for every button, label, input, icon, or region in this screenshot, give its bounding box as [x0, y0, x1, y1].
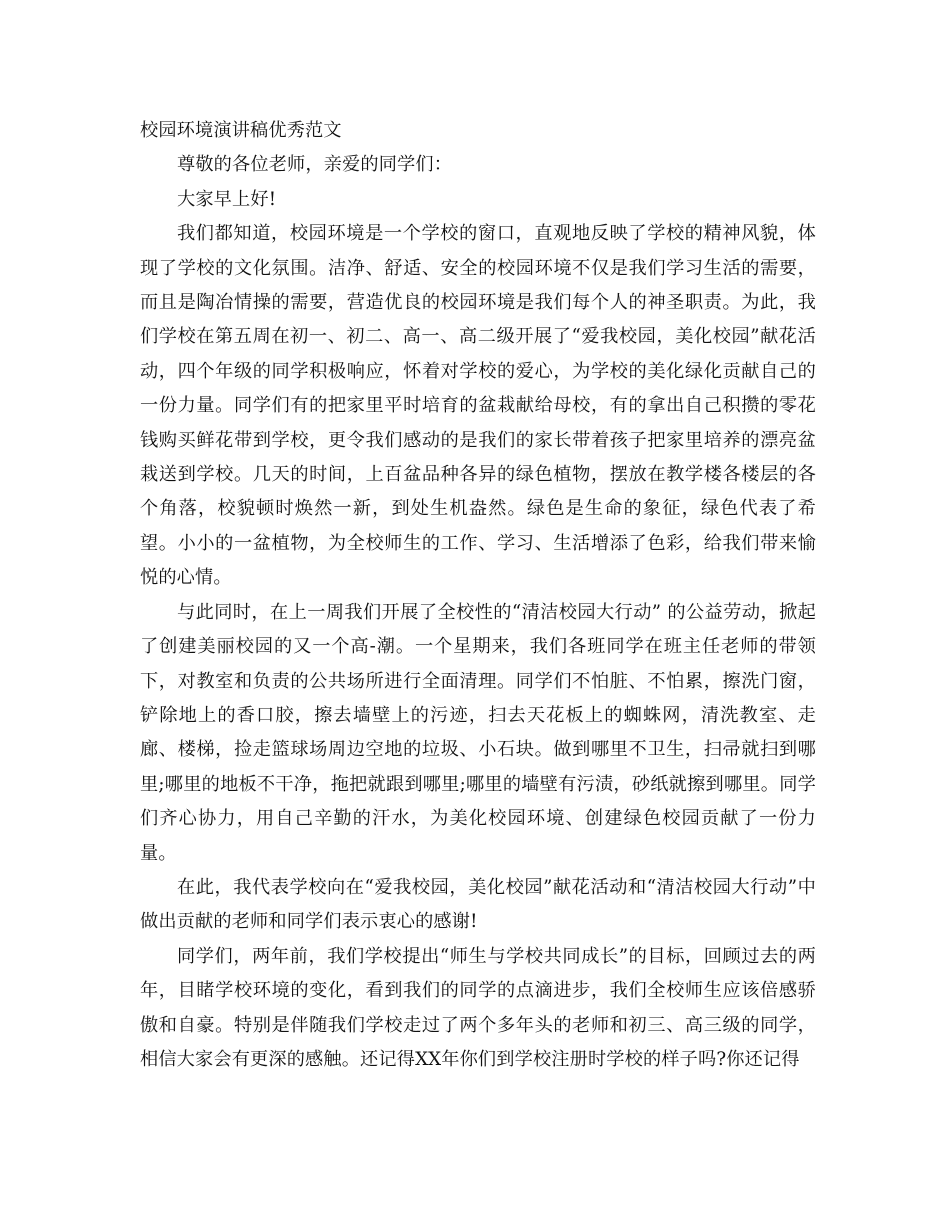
greeting-paragraph: 大家早上好!: [177, 188, 277, 210]
body-paragraph: 同学们，两年前，我们学校提出“师生与学校共同成长”的目标，回顾过去的两年，目睹学校环境的变化，看到我们的同学的点滴进步，我们全校师生应该倍感骄傲和自豪。特别是伴随我们学校走过了两个多年头的老师和初三、高三级的同学，相信大家会有更深的感触。还记得XX年你们到学校注册时学校的样子吗?你还记得: [140, 945, 816, 1070]
salutation-paragraph: 尊敬的各位老师，亲爱的同学们：: [177, 154, 453, 176]
body-paragraph: 在此，我代表学校向在“爱我校园，美化校园”献花活动和“清洁校园大行动”中做出贡献的老师和同学们表示衷心的感谢!: [140, 876, 816, 933]
document-body: [140, 114, 816, 1077]
document-title: 校园环境演讲稿优秀范文: [140, 120, 342, 141]
body-paragraph: 与此同时，在上一周我们开展了全校性的“清洁校园大行动” 的公益劳动，掀起了创建美丽校园的又一个高-潮。一个星期来，我们各班同学在班主任老师的带领下，对教室和负责的公共场所进行全面清理。同学们不怕脏、不怕累，擦洗门窗，铲除地上的香口胶，擦去墙壁上的污迹，扫去天花板上的蜘蛛网，清洗教室、走廊、楼梯，捡走篮球场周边空地的垃圾、小石块。做到哪里不卫生，扫帚就扫到哪里;哪里的地板不干净，拖把就跟到哪里;哪里的墙壁有污渍，砂纸就擦到哪里。同学们齐心协力，用自己辛勤的汗水，为美化校园环境、创建绿色校园贡献了一份力量。: [140, 601, 816, 864]
body-paragraph: 我们都知道，校园环境是一个学校的窗口，直观地反映了学校的精神风貌，体现了学校的文化氛围。洁净、舒适、安全的校园环境不仅是我们学习生活的需要，而且是陶冶情操的需要，营造优良的校园环境是我们每个人的神圣职责。为此，我们学校在第五周在初一、初二、高一、高二级开展了“爱我校园，美化校园”献花活动，四个年级的同学积极响应，怀着对学校的爱心，为学校的美化绿化贡献自己的一份力量。同学们有的把家里平时培育的盆栽献给母校，有的拿出自己积攒的零花钱购买鲜花带到学校，更令我们感动的是我们的家长带着孩子把家里培养的漂亮盆栽送到学校。几天的时间，上百盆品种各异的绿色植物，摆放在教学楼各楼层的各个角落，校貌顿时焕然一新，到处生机盎然。绿色是生命的象征，绿色代表了希望。小小的一盆植物，为全校师生的工作、学习、生活增添了色彩，给我们带来愉悦的心情。: [140, 223, 816, 589]
